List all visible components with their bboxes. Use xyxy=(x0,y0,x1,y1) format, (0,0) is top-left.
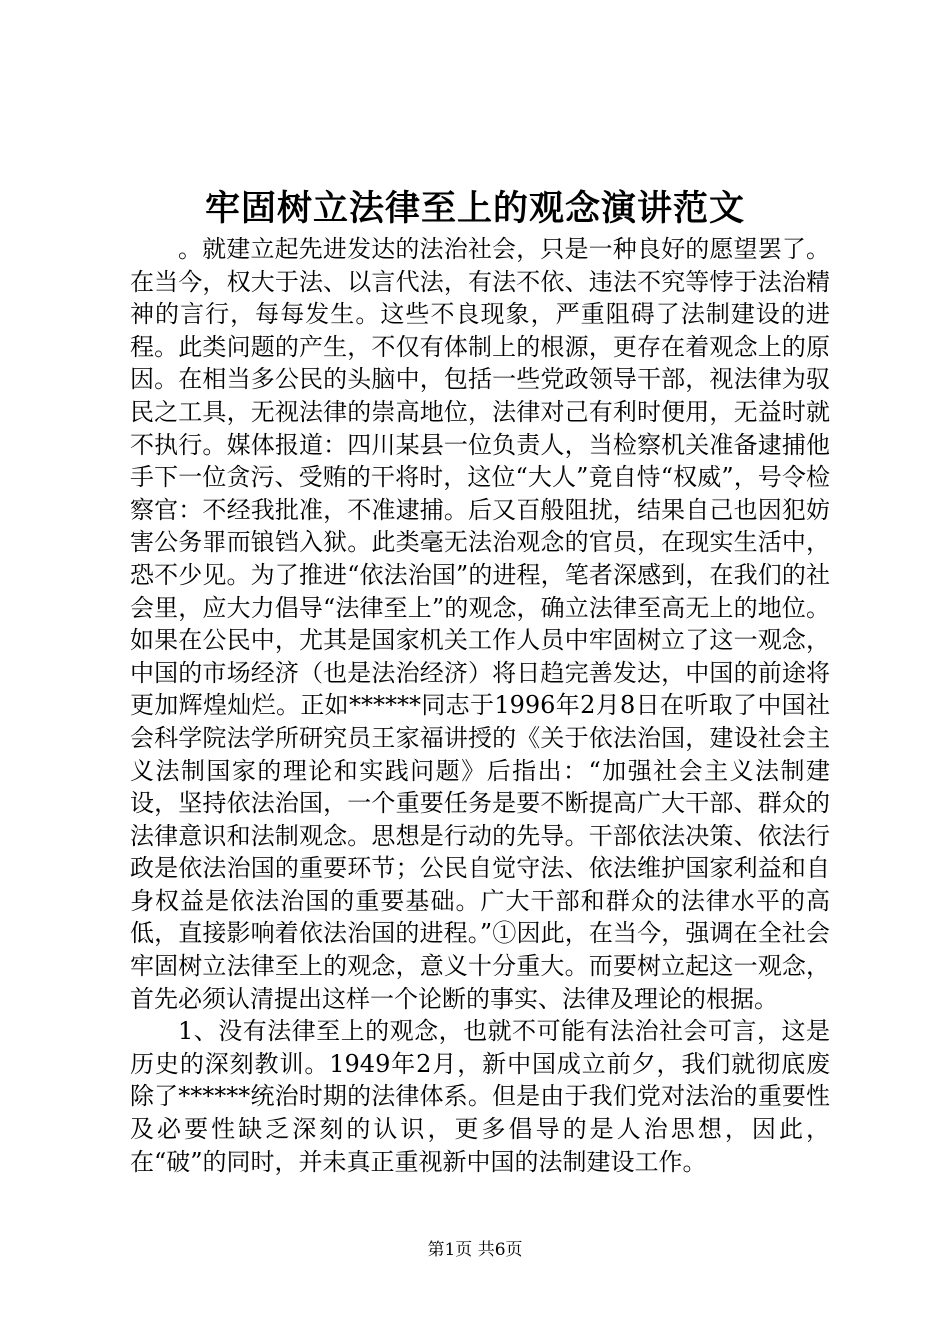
page-number-footer: 第1页 共6页 xyxy=(427,1240,523,1260)
document-body xyxy=(130,233,830,1178)
paragraph: 1、没有法律至上的观念，也就不可能有法治社会可言，这是历史的深刻教训。1949年2月，新中国成立前夕，我们就彻底废除了******统治时期的法律体系。但是由于我们党对法治的重要性及必要性缺乏深刻的认识，更多倡导的是人治思想，因此，在“破”的同时，并未真正重视新中国的法制建设工作。 xyxy=(130,1017,830,1176)
paragraph: 。就建立起先进发达的法治社会，只是一种良好的愿望罢了。在当今，权大于法、以言代法，有法不依、违法不究等悖于法治精神的言行，每每发生。这些不良现象，严重阻碍了法制建设的进程。此类问题的产生，不仅有体制上的根源，更存在着观念上的原因。在相当多公民的头脑中，包括一些党政领导干部，视法律为驭民之工具，无视法律的崇高地位，法律对己有利时便用，无益时就不执行。媒体报道：四川某县一位负责人，当检察机关准备逮捕他手下一位贪污、受贿的干将时，这位“大人”竟自恃“权威”，号令检察官：不经我批准，不准逮捕。后又百般阻扰，结果自己也因犯妨害公务罪而锒铛入狱。此类毫无法治观念的官员，在现实生活中，恐不少见。为了推进“依法治国”的进程，笔者深感到，在我们的社会里，应大力倡导“法律至上”的观念，确立法律至高无上的地位。如果在公民中，尤其是国家机关工作人员中牢固树立了这一观念，中国的市场经济（也是法治经济）将日趋完善发达，中国的前途将更加辉煌灿烂。正如******同志于1996年2月8日在听取了中国社会科学院法学所研究员王家福讲授的《关于依法治国，建设社会主义法制国家的理论和实践问题》后指出：“加强社会主义法制建设，坚持依法治国，一个重要任务是要不断提高广大干部、群众的法律意识和法制观念。思想是行动的先导。干部依法决策、依法行政是依法治国的重要环节；公民自觉守法、依法维护国家利益和自身权益是依法治国的重要基础。广大干部和群众的法律水平的高低，直接影响着依法治国的进程。”①因此，在当今，强调在全社会牢固树立法律至上的观念，意义十分重大。而要树立起这一观念，首先必须认清提出这样一个论断的事实、法律及理论的根据。 xyxy=(130,235,830,1013)
document-title: 牢固树立法律至上的观念演讲范文 xyxy=(204,188,745,229)
